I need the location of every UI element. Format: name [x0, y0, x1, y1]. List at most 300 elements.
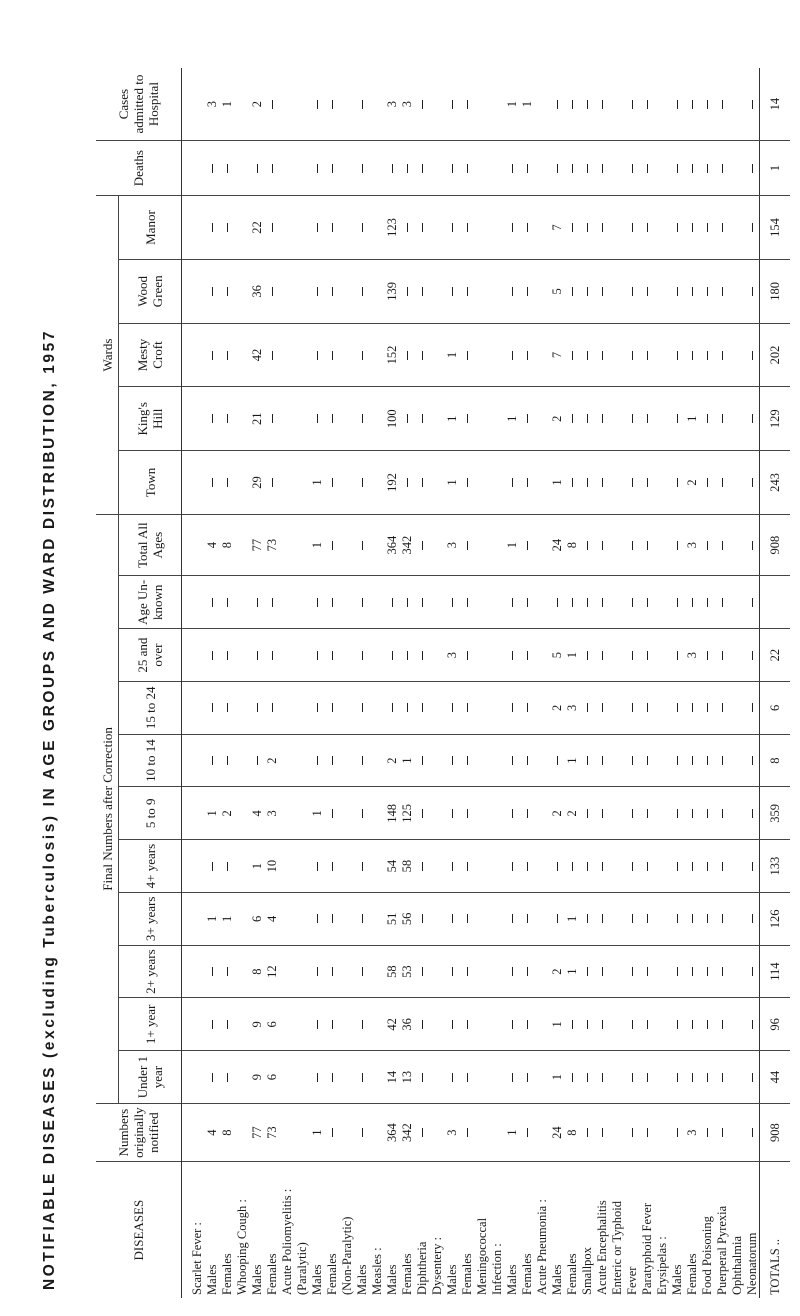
table-cell	[294, 141, 309, 196]
table-cell	[354, 840, 369, 893]
table-cell	[369, 451, 384, 515]
table-cell	[714, 892, 729, 945]
nil-dash	[677, 756, 678, 765]
table-cell: 139	[384, 259, 399, 323]
nil-dash	[707, 756, 708, 765]
table-cell	[564, 451, 579, 515]
nil-dash	[452, 1020, 453, 1029]
nil-dash	[707, 862, 708, 871]
table-cell	[729, 576, 744, 629]
table-cell	[279, 68, 294, 141]
table-cell	[369, 629, 384, 682]
nil-dash	[572, 100, 573, 109]
table-cell	[234, 1103, 249, 1161]
disease-label: Females	[324, 1253, 339, 1295]
table-cell	[429, 576, 444, 629]
table-cell	[519, 323, 534, 387]
table-cell	[189, 323, 204, 387]
table-cell	[519, 734, 534, 787]
table-row	[324, 68, 339, 1298]
table-cell	[429, 787, 444, 840]
nil-dash	[362, 651, 363, 660]
nil-dash	[272, 287, 273, 296]
table-cell	[729, 629, 744, 682]
nil-dash	[692, 862, 693, 871]
table-cell	[309, 196, 324, 260]
table-cell	[579, 840, 594, 893]
table-row	[384, 68, 399, 1298]
table-cell: 3	[684, 514, 699, 576]
age-header: Total All Ages	[119, 514, 182, 576]
table-cell	[459, 945, 474, 998]
nil-dash	[332, 651, 333, 660]
nil-dash	[632, 598, 633, 607]
nil-dash	[602, 703, 603, 712]
table-cell	[744, 196, 760, 260]
disease-label: Females	[459, 1253, 474, 1295]
nil-dash	[632, 100, 633, 109]
table-cell	[534, 945, 549, 998]
nil-dash	[632, 1020, 633, 1029]
table-cell	[354, 451, 369, 515]
nil-dash	[572, 164, 573, 173]
table-cell	[489, 945, 504, 998]
table-cell	[489, 68, 504, 141]
table-cell	[684, 840, 699, 893]
nil-dash	[677, 1020, 678, 1029]
table-cell	[564, 576, 579, 629]
table-cell	[414, 629, 429, 682]
nil-dash	[707, 414, 708, 423]
nil-dash	[332, 809, 333, 818]
table-cell	[429, 629, 444, 682]
nil-dash	[392, 164, 393, 173]
table-cell: 3	[684, 1103, 699, 1161]
nil-dash	[722, 651, 723, 660]
table-cell	[369, 576, 384, 629]
table-cell: 3	[564, 681, 579, 734]
nil-dash	[227, 862, 228, 871]
table-cell: 36	[249, 259, 264, 323]
table-cell: 202	[760, 323, 791, 387]
nil-dash	[467, 351, 468, 360]
nil-dash	[332, 1020, 333, 1029]
table-cell: 8	[564, 514, 579, 576]
nil-dash	[362, 478, 363, 487]
table-cell: 359	[760, 787, 791, 840]
table-cell	[474, 576, 489, 629]
table-cell	[369, 514, 384, 576]
table-cell: 5	[549, 259, 564, 323]
table-cell	[624, 892, 639, 945]
table-cell	[684, 892, 699, 945]
disease-label: Females	[564, 1253, 579, 1295]
nil-dash	[527, 287, 528, 296]
table-row	[474, 68, 489, 1298]
table-cell	[534, 323, 549, 387]
table-cell	[504, 629, 519, 682]
nil-dash	[707, 351, 708, 360]
table-cell	[639, 68, 654, 141]
table-cell: 148	[384, 787, 399, 840]
table-cell	[234, 576, 249, 629]
table-cell	[279, 196, 294, 260]
nil-dash	[647, 541, 648, 550]
nil-dash	[452, 100, 453, 109]
nil-dash	[632, 967, 633, 976]
table-cell	[714, 840, 729, 893]
nil-dash	[587, 287, 588, 296]
table-cell	[324, 387, 339, 451]
table-cell: 58	[399, 840, 414, 893]
table-cell	[699, 576, 714, 629]
nil-dash	[647, 703, 648, 712]
table-cell	[624, 68, 639, 141]
nil-dash	[362, 809, 363, 818]
table-cell	[714, 945, 729, 998]
table-cell	[534, 141, 549, 196]
nil-dash	[632, 756, 633, 765]
nil-dash	[332, 598, 333, 607]
table-cell	[594, 68, 609, 141]
nil-dash	[752, 541, 753, 550]
nil-dash	[587, 414, 588, 423]
table-cell	[639, 387, 654, 451]
table-cell: 152	[384, 323, 399, 387]
table-cell	[624, 945, 639, 998]
table-cell: 56	[399, 892, 414, 945]
table-row	[549, 68, 564, 1298]
nil-dash	[602, 756, 603, 765]
table-cell	[189, 998, 204, 1051]
nil-dash	[677, 651, 678, 660]
table-cell	[714, 629, 729, 682]
table-cell	[189, 681, 204, 734]
table-row	[699, 68, 714, 1298]
nil-dash	[227, 1020, 228, 1029]
nil-dash	[527, 651, 528, 660]
nil-dash	[407, 478, 408, 487]
nil-dash	[707, 967, 708, 976]
ward-header: Town	[119, 451, 182, 515]
age-header: Under 1 year	[119, 1051, 182, 1104]
table-cell	[219, 576, 234, 629]
table-cell	[729, 1103, 744, 1161]
nil-dash	[467, 703, 468, 712]
table-cell	[639, 196, 654, 260]
nil-dash	[452, 809, 453, 818]
table-cell	[429, 998, 444, 1051]
nil-dash	[317, 223, 318, 232]
nil-dash	[602, 1020, 603, 1029]
table-cell	[654, 681, 669, 734]
table-cell	[414, 514, 429, 576]
table-cell	[744, 945, 760, 998]
table-cell	[609, 840, 624, 893]
table-cell: 1	[444, 323, 459, 387]
nil-dash	[527, 914, 528, 923]
nil-dash	[722, 164, 723, 173]
nil-dash	[722, 541, 723, 550]
table-cell	[729, 787, 744, 840]
table-cell	[699, 259, 714, 323]
nil-dash	[722, 1073, 723, 1082]
table-cell: 22	[249, 196, 264, 260]
table-cell	[249, 681, 264, 734]
table-cell	[744, 259, 760, 323]
table-cell	[219, 629, 234, 682]
nil-dash	[422, 478, 423, 487]
table-cell	[234, 387, 249, 451]
table-cell	[354, 68, 369, 141]
table-cell	[594, 451, 609, 515]
table-cell	[279, 787, 294, 840]
table-cell: 8	[564, 1103, 579, 1161]
table-cell	[459, 998, 474, 1051]
table-cell	[459, 576, 474, 629]
table-cell	[414, 787, 429, 840]
table-cell	[699, 141, 714, 196]
nil-dash	[227, 651, 228, 660]
table-cell	[684, 68, 699, 141]
table-cell	[669, 514, 684, 576]
nil-dash	[362, 1073, 363, 1082]
table-cell	[369, 387, 384, 451]
table-cell	[654, 576, 669, 629]
table-cell	[519, 998, 534, 1051]
table-cell	[504, 1051, 519, 1104]
table-cell	[309, 259, 324, 323]
table-cell	[699, 323, 714, 387]
table-cell	[624, 323, 639, 387]
table-cell	[519, 840, 534, 893]
nil-dash	[227, 756, 228, 765]
nil-dash	[272, 164, 273, 173]
nil-dash	[407, 351, 408, 360]
nil-dash	[212, 478, 213, 487]
nil-dash	[632, 414, 633, 423]
table-cell	[474, 681, 489, 734]
nil-dash	[362, 223, 363, 232]
table-cell	[489, 1051, 504, 1104]
nil-dash	[452, 598, 453, 607]
disease-label: Paratyphoid Fever	[639, 1203, 654, 1295]
table-cell	[669, 945, 684, 998]
table-cell: 2	[219, 787, 234, 840]
table-cell	[354, 681, 369, 734]
table-cell	[519, 196, 534, 260]
nil-dash	[587, 478, 588, 487]
disease-label: Females	[219, 1253, 234, 1295]
table-cell	[624, 1051, 639, 1104]
nil-dash	[527, 809, 528, 818]
nil-dash	[587, 1128, 588, 1137]
table-cell	[279, 629, 294, 682]
table-cell	[519, 259, 534, 323]
table-cell	[444, 734, 459, 787]
table-cell	[489, 514, 504, 576]
table-cell	[474, 259, 489, 323]
table-cell	[459, 141, 474, 196]
age-header: 4+ years	[119, 840, 182, 893]
table-cell	[654, 1103, 669, 1161]
nil-dash	[647, 651, 648, 660]
table-cell	[429, 734, 444, 787]
disease-label: Food Poisoning	[699, 1216, 714, 1295]
table-cell	[669, 734, 684, 787]
table-cell	[714, 141, 729, 196]
nil-dash	[692, 809, 693, 818]
nil-dash	[527, 414, 528, 423]
table-cell	[219, 1051, 234, 1104]
nil-dash	[422, 1073, 423, 1082]
nil-dash	[587, 1020, 588, 1029]
table-row	[669, 68, 684, 1298]
table-cell	[579, 196, 594, 260]
table-cell	[684, 576, 699, 629]
table-cell	[294, 68, 309, 141]
nil-dash	[272, 414, 273, 423]
nil-dash	[317, 967, 318, 976]
table-cell	[459, 734, 474, 787]
nil-dash	[362, 100, 363, 109]
nil-dash	[527, 1073, 528, 1082]
table-cell	[414, 259, 429, 323]
nil-dash	[332, 914, 333, 923]
nil-dash	[362, 967, 363, 976]
table-cell	[609, 451, 624, 515]
table-cell	[489, 629, 504, 682]
table-cell	[579, 1051, 594, 1104]
nil-dash	[452, 703, 453, 712]
table-cell	[594, 734, 609, 787]
nil-dash	[677, 967, 678, 976]
table-cell	[594, 892, 609, 945]
nil-dash	[527, 967, 528, 976]
nil-dash	[752, 100, 753, 109]
nil-dash	[227, 287, 228, 296]
table-cell	[459, 1051, 474, 1104]
table-cell: 180	[760, 259, 791, 323]
nil-dash	[722, 223, 723, 232]
table-cell: 1	[444, 451, 459, 515]
nil-dash	[557, 164, 558, 173]
table-cell	[189, 1051, 204, 1104]
table-cell: 9	[249, 998, 264, 1051]
table-cell	[534, 892, 549, 945]
nil-dash	[602, 100, 603, 109]
table-cell	[624, 451, 639, 515]
table-cell	[609, 629, 624, 682]
table-cell	[504, 840, 519, 893]
nil-dash	[752, 478, 753, 487]
nil-dash	[332, 100, 333, 109]
nil-dash	[512, 1073, 513, 1082]
nil-dash	[707, 703, 708, 712]
table-cell	[204, 259, 219, 323]
table-cell	[219, 945, 234, 998]
table-cell	[729, 840, 744, 893]
table-cell	[489, 1103, 504, 1161]
table-cell	[429, 451, 444, 515]
notified-header: Numbers originally notified	[96, 1103, 182, 1161]
nil-dash	[527, 756, 528, 765]
nil-dash	[632, 223, 633, 232]
table-cell	[744, 68, 760, 141]
nil-dash	[212, 223, 213, 232]
table-cell	[339, 629, 354, 682]
table-cell	[189, 1103, 204, 1161]
nil-dash	[332, 756, 333, 765]
nil-dash	[362, 1128, 363, 1137]
nil-dash	[527, 223, 528, 232]
table-cell	[399, 576, 414, 629]
table-cell	[534, 998, 549, 1051]
table-cell	[714, 734, 729, 787]
table-cell	[444, 840, 459, 893]
disease-label: Puerperal Pyrexia	[714, 1205, 729, 1295]
table-cell	[729, 259, 744, 323]
table-cell: 123	[384, 196, 399, 260]
table-cell	[579, 323, 594, 387]
table-cell	[219, 998, 234, 1051]
table-cell: 96	[760, 998, 791, 1051]
nil-dash	[407, 651, 408, 660]
table-cell	[519, 1103, 534, 1161]
nil-dash	[707, 1073, 708, 1082]
table-cell	[684, 196, 699, 260]
table-cell	[294, 1051, 309, 1104]
table-cell: 7	[549, 323, 564, 387]
table-cell: 6	[760, 681, 791, 734]
table-cell	[459, 68, 474, 141]
table-cell	[474, 787, 489, 840]
table-cell	[654, 998, 669, 1051]
table-cell: 53	[399, 945, 414, 998]
nil-dash	[527, 862, 528, 871]
nil-dash	[422, 809, 423, 818]
nil-dash	[272, 478, 273, 487]
table-cell	[429, 681, 444, 734]
table-cell	[459, 1103, 474, 1161]
table-cell	[729, 734, 744, 787]
table-cell	[534, 681, 549, 734]
disease-label: Acute Encephalitis	[594, 1200, 609, 1295]
table-cell	[354, 514, 369, 576]
table-cell: 14	[760, 68, 791, 141]
table-cell	[639, 629, 654, 682]
nil-dash	[317, 414, 318, 423]
table-cell	[414, 681, 429, 734]
table-cell	[504, 998, 519, 1051]
table-cell	[444, 68, 459, 141]
table-cell	[324, 629, 339, 682]
nil-dash	[317, 1073, 318, 1082]
table-cell	[609, 259, 624, 323]
disease-label: Fever	[624, 1266, 639, 1295]
table-cell	[654, 1051, 669, 1104]
nil-dash	[527, 1128, 528, 1137]
table-cell	[699, 629, 714, 682]
table-cell	[489, 259, 504, 323]
table-cell: 6	[264, 1051, 279, 1104]
table-cell	[654, 323, 669, 387]
table-cell	[504, 196, 519, 260]
table-cell	[669, 1051, 684, 1104]
table-cell	[699, 451, 714, 515]
table-cell	[684, 734, 699, 787]
nil-dash	[527, 541, 528, 550]
